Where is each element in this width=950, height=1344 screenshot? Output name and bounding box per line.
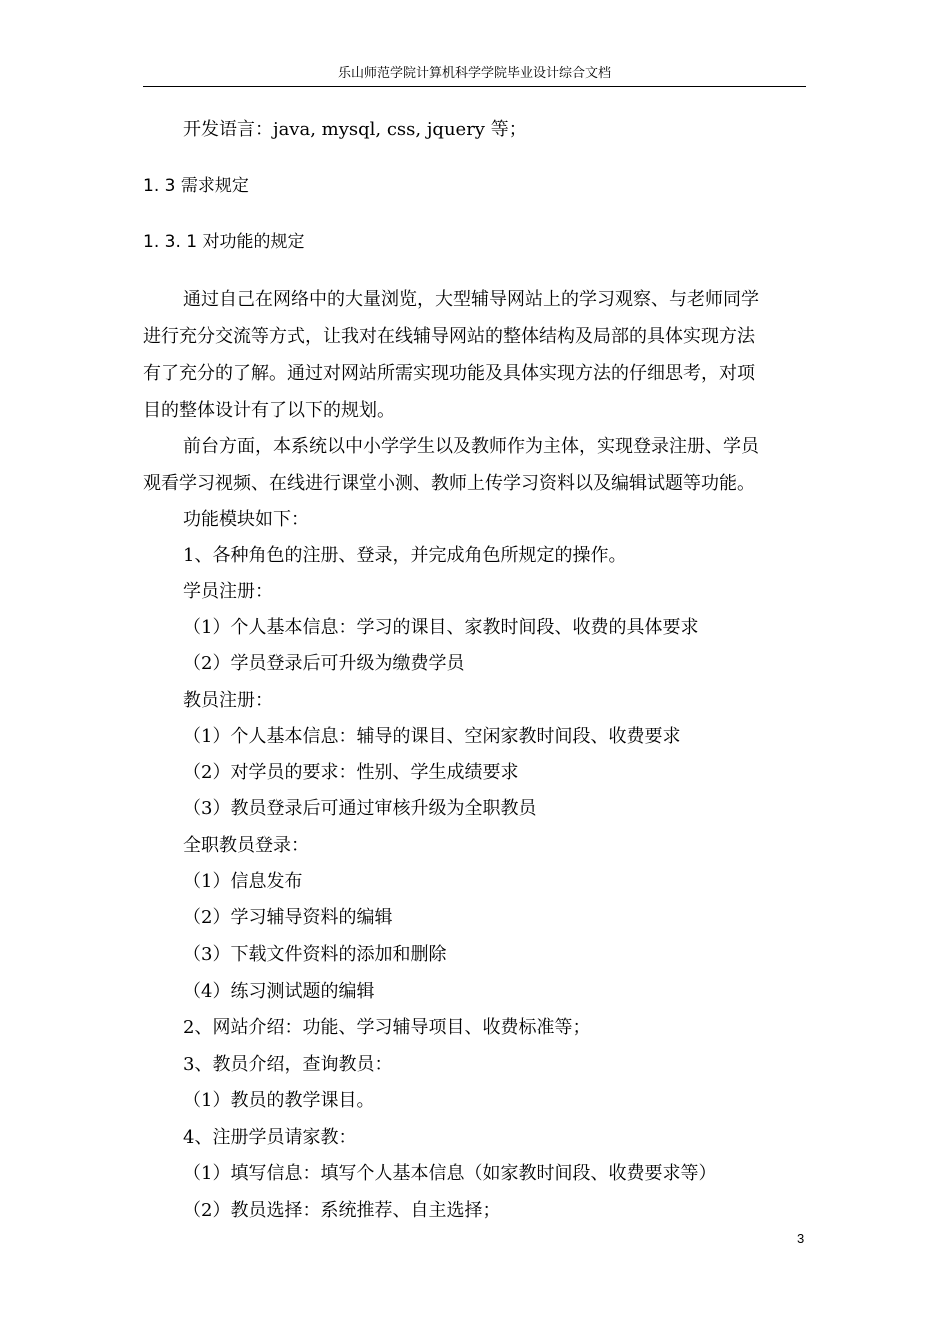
section-heading-1-3-1: 1. 3. 1 对功能的规定	[143, 232, 305, 252]
fulltime-item-2: （2）学习辅导资料的编辑	[183, 907, 393, 928]
list-item-4-sub-2: （2）教员选择：系统推荐、自主选择；	[183, 1200, 501, 1221]
student-registration-heading: 学员注册：	[183, 581, 273, 602]
paragraph-1-line-1: 通过自己在网络中的大量浏览，大型辅导网站上的学习观察、与老师同学	[183, 289, 759, 310]
page-number: 3	[797, 1231, 805, 1246]
teacher-registration-heading: 教员注册：	[183, 690, 273, 711]
fulltime-teacher-login-heading: 全职教员登录：	[183, 835, 309, 856]
student-registration-item-2: （2）学员登录后可升级为缴费学员	[183, 653, 465, 674]
list-item-3-sub-1: （1）教员的教学课目。	[183, 1090, 375, 1111]
teacher-registration-item-2: （2）对学员的要求：性别、学生成绩要求	[183, 762, 519, 783]
paragraph-1-line-2: 进行充分交流等方式，让我对在线辅导网站的整体结构及局部的具体实现方法	[143, 326, 755, 347]
teacher-registration-item-1: （1）个人基本信息：辅导的课目、空闲家教时间段、收费要求	[183, 726, 681, 747]
paragraph-1-line-4: 目的整体设计有了以下的规划。	[143, 400, 395, 421]
fulltime-item-3: （3）下载文件资料的添加和删除	[183, 944, 447, 965]
page-header: 乐山师范学院计算机科学学院毕业设计综合文档	[143, 62, 806, 87]
list-item-4: 4、注册学员请家教：	[183, 1127, 357, 1148]
fulltime-item-4: （4）练习测试题的编辑	[183, 981, 375, 1002]
paragraph-2-line-2: 观看学习视频、在线进行课堂小测、教师上传学习资料以及编辑试题等功能。	[143, 473, 755, 494]
fulltime-item-1: （1）信息发布	[183, 871, 303, 892]
modules-intro: 功能模块如下：	[183, 509, 309, 530]
list-item-3: 3、教员介绍，查询教员：	[183, 1054, 393, 1075]
dev-language-line: 开发语言：java, mysql, css, jquery 等；	[183, 119, 527, 140]
list-item-1: 1、各种角色的注册、登录，并完成角色所规定的操作。	[183, 545, 627, 566]
paragraph-1-line-3: 有了充分的了解。通过对网站所需实现功能及具体实现方法的仔细思考，对项	[143, 363, 755, 384]
list-item-2: 2、网站介绍：功能、学习辅导项目、收费标准等；	[183, 1017, 591, 1038]
teacher-registration-item-3: （3）教员登录后可通过审核升级为全职教员	[183, 798, 537, 819]
section-heading-1-3: 1. 3 需求规定	[143, 176, 249, 196]
list-item-4-sub-1: （1）填写信息：填写个人基本信息（如家教时间段、收费要求等）	[183, 1163, 717, 1184]
paragraph-2-line-1: 前台方面，本系统以中小学学生以及教师作为主体，实现登录注册、学员	[183, 436, 759, 457]
student-registration-item-1: （1）个人基本信息：学习的课目、家教时间段、收费的具体要求	[183, 617, 699, 638]
